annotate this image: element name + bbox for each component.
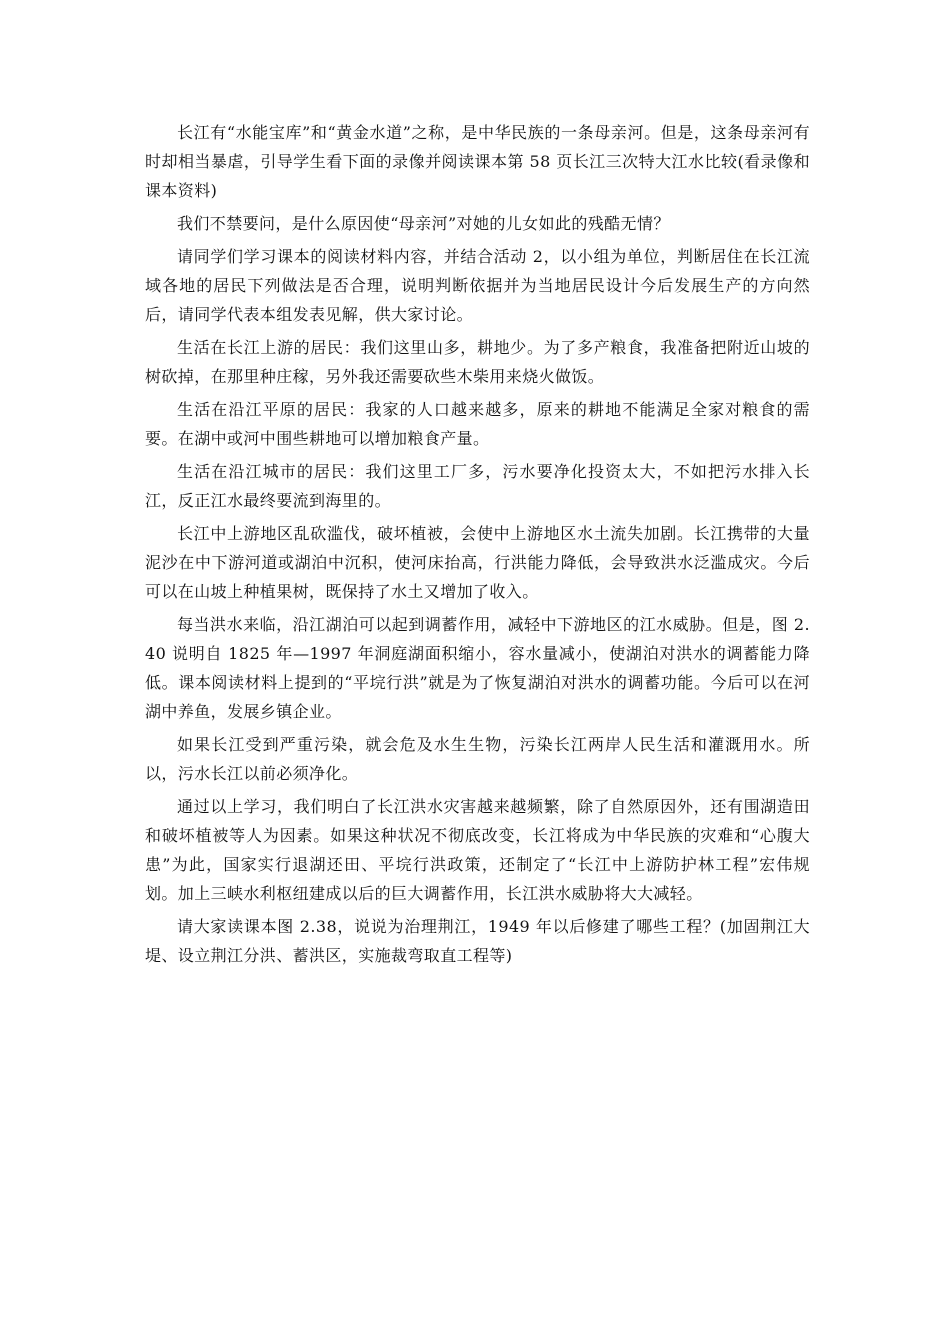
paragraph-task: 请同学们学习课本的阅读材料内容，并结合活动 2，以小组为单位，判断居住在长江流域各地的居民下列做法是否合理，说明判断依据并为当地居民设计今后发展生产的方向然后，请同学代表本组发表见解，供大家讨论。	[145, 247, 810, 324]
paragraph-upstream-resident: 生活在长江上游的居民：我们这里山多，耕地少。为了多产粮食，我准备把附近山坡的树砍掉，在那里种庄稼，另外我还需要砍些木柴用来烧火做饭。	[145, 338, 810, 386]
document-body	[145, 118, 810, 974]
paragraph-jingjiang-question: 请大家读课本图 2.38，说说为治理荆江，1949 年以后修建了哪些工程？(加固荆江大堤、设立荆江分洪、蓄洪区，实施裁弯取直工程等)	[145, 917, 810, 965]
paragraph-lake-analysis: 每当洪水来临，沿江湖泊可以起到调蓄作用，减轻中下游地区的江水威胁。但是，图 2.40 说明自 1825 年—1997 年洞庭湖面积缩小，容水量减小，使湖泊对洪水的调蓄能力降低。课本阅读材料上提到的“平垸行洪”就是为了恢复湖泊对洪水的调蓄功能。今后可以在河湖中养鱼，发展乡镇企业。	[145, 615, 810, 721]
paragraph-deforestation-analysis: 长江中上游地区乱砍滥伐，破坏植被，会使中上游地区水土流失加剧。长江携带的大量泥沙在中下游河道或湖泊中沉积，使河床抬高，行洪能力降低，会导致洪水泛滥成灾。今后可以在山坡上种植果树，既保持了水土又增加了收入。	[145, 524, 810, 601]
paragraph-summary: 通过以上学习，我们明白了长江洪水灾害越来越频繁，除了自然原因外，还有围湖造田和破坏植被等人为因素。如果这种状况不彻底改变，长江将成为中华民族的灾难和“心腹大患”为此，国家实行退湖还田、平垸行洪政策，还制定了“长江中上游防护林工程”宏伟规划。加上三峡水利枢纽建成以后的巨大调蓄作用，长江洪水威胁将大大减轻。	[145, 797, 810, 903]
paragraph-question: 我们不禁要问，是什么原因使“母亲河”对她的儿女如此的残酷无情？	[177, 214, 670, 233]
paragraph-pollution-analysis: 如果长江受到严重污染，就会危及水生生物，污染长江两岸人民生活和灌溉用水。所以，污水长江以前必须净化。	[145, 735, 810, 783]
paragraph-city-resident: 生活在沿江城市的居民：我们这里工厂多，污水要净化投资太大，不如把污水排入长江，反正江水最终要流到海里的。	[145, 462, 810, 510]
paragraph-intro: 长江有“水能宝库”和“黄金水道”之称，是中华民族的一条母亲河。但是，这条母亲河有时却相当暴虐，引导学生看下面的录像并阅读课本第 58 页长江三次特大江水比较(看录像和课本资料)	[145, 123, 810, 200]
paragraph-plain-resident: 生活在沿江平原的居民：我家的人口越来越多，原来的耕地不能满足全家对粮食的需要。在湖中或河中围些耕地可以增加粮食产量。	[145, 400, 810, 448]
